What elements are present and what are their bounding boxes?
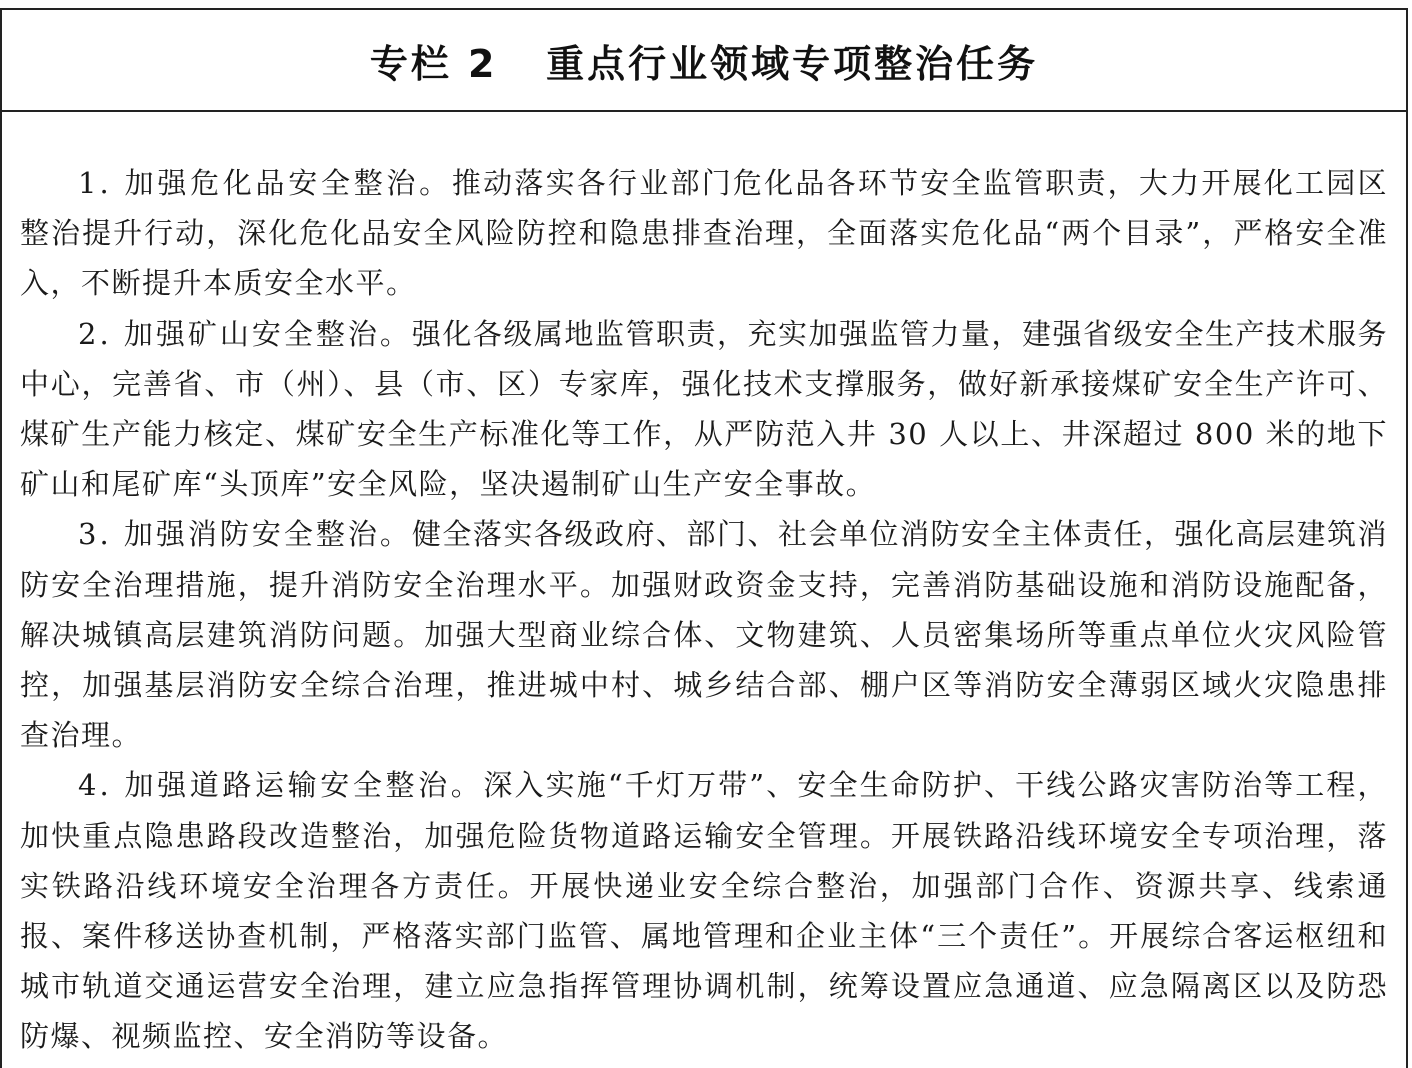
section-2-text: 强化各级属地监管职责，充实加强监管力量，建强省级安全生产技术服务中心，完善省、市（州）、县（市、区）专家库，强化技术支撑服务，做好新承接煤矿安全生产许可、煤矿生产能力核定、煤矿安全生产标准化等工作，从严防范入井 30 人以上、井深超过 800 米的地下矿山和尾矿库“头顶库”安全风险，坚决遏制矿山生产安全事故。 — [20, 316, 1388, 502]
section-1-paragraph — [20, 158, 1388, 309]
section-2-paragraph — [20, 309, 1388, 510]
column-box — [0, 8, 1408, 1068]
section-4-paragraph — [20, 760, 1388, 1061]
section-1-text: 推动落实各行业部门危化品各环节安全监管职责，大力开展化工园区整治提升行动，深化危化品安全风险防控和隐患排查治理，全面落实危化品“两个目录”，严格安全准入，不断提升本质安全水平。 — [20, 166, 1388, 301]
section-3-paragraph — [20, 509, 1388, 760]
section-4-text: 深入实施“千灯万带”、安全生命防护、干线公路灾害防治等工程，加快重点隐患路段改造整治，加强危险货物道路运输安全管理。开展铁路沿线环境安全专项治理，落实铁路沿线环境安全治理各方责任。开展快递业安全综合整治，加强部门合作、资源共享、线索通报、案件移送协查机制，严格落实部门监管、属地管理和企业主体“三个责任”。开展综合客运枢纽和城市轨道交通运营安全治理，建立应急指挥管理协调机制，统筹设置应急通道、应急隔离区以及防恐防爆、视频监控、安全消防等设备。 — [20, 768, 1388, 1054]
section-2-lead: 2. 加强矿山安全整治。 — [78, 316, 412, 351]
column-body — [2, 112, 1406, 1062]
column-title: 专栏 2 重点行业领域专项整治任务 — [369, 41, 1039, 86]
section-3-text: 健全落实各级政府、部门、社会单位消防安全主体责任，强化高层建筑消防安全治理措施，提升消防安全治理水平。加强财政资金支持，完善消防基础设施和消防设施配备，解决城镇高层建筑消防问题。加强大型商业综合体、文物建筑、人员密集场所等重点单位火灾风险管控，加强基层消防安全综合治理，推进城中村、城乡结合部、棚户区等消防安全薄弱区域火灾隐患排查治理。 — [20, 517, 1388, 753]
title-bar — [2, 10, 1406, 112]
section-3-lead: 3. 加强消防安全整治。 — [78, 517, 412, 552]
section-4-lead: 4. 加强道路运输安全整治。 — [78, 768, 484, 803]
section-1-lead: 1. 加强危化品安全整治。 — [78, 166, 452, 200]
